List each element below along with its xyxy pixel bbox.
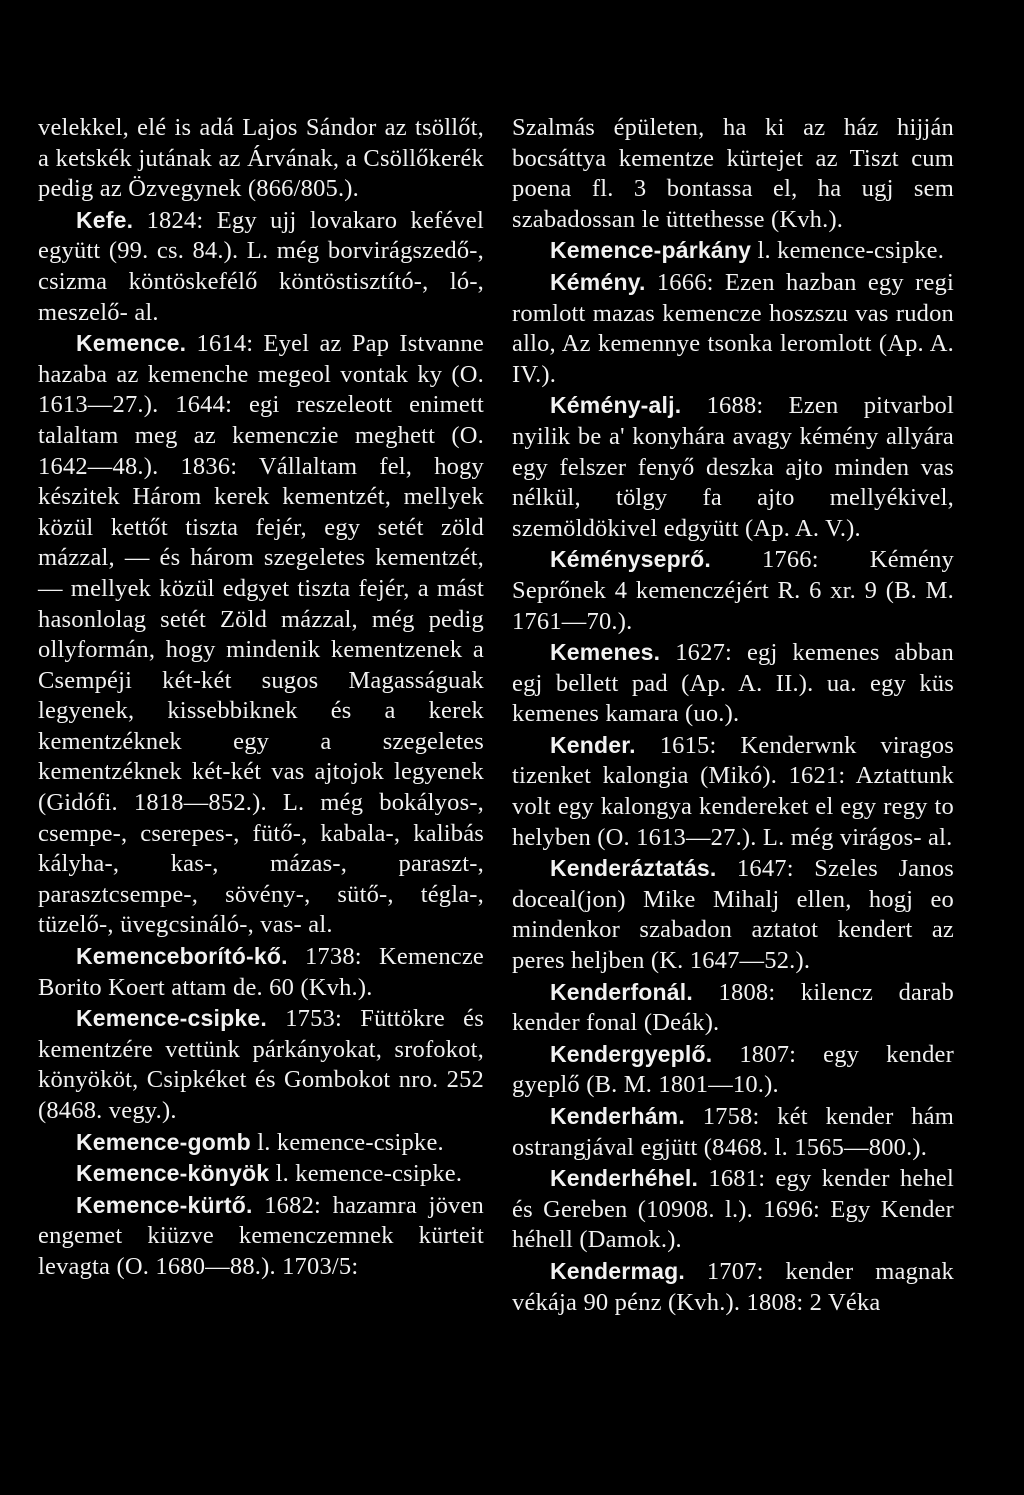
headword: Kemence-könyök [76, 1160, 270, 1187]
entry-kemenes: Kemenes. 1627: egj kemenes abban egj bellett pad (Ap. A. II.). ua. egy küs kemenes kamara (uo.). [512, 639, 954, 728]
headword: Kémény-alj. [550, 392, 682, 419]
headword: Kéményseprő. [550, 546, 711, 573]
entry-kemence-kurto: Kemence-kürtő. 1682: hazamra jöven engemet kiüzve kemenczemnek kürteit levagta (O. 1680—88.). 1703/5: [38, 1191, 484, 1280]
entry-kender: Kender. 1615: Kenderwnk viragos tizenket kalongia (Mikó). 1621: Aztattunk volt egy kalongya kendereket el egy regy to helyben (O. 1613—27.). L. még virágos- al. [512, 731, 954, 851]
entry-kemence-csipke: Kemence-csipke. 1753: Füttökre és kementzére vettünk párkányokat, srofokot, könyököt, Csipkéket és Gombokot nro. 252 (8468. vegy.). [38, 1005, 484, 1124]
entry-kenderham: Kenderhám. 1758: két kender hám ostrangjával egjütt (8468. l. 1565—800.). [512, 1103, 954, 1161]
entry-kemenceborito-ko: Kemenceborító-kő. 1738: Kemencze Borito Koert attam de. 60 (Kvh.). [38, 943, 484, 1001]
headword: Kémény. [550, 268, 646, 295]
left-column [38, 113, 484, 1283]
headword: Kemence-párkány [550, 237, 752, 264]
headword: Kemenes. [550, 639, 661, 666]
headword: Kemence. [76, 330, 187, 357]
headword: Kemence-kürtő. [76, 1191, 253, 1218]
entry-kemeny: Kémény. 1666: Ezen hazban egy regi romlott mazas kemencze hoszszu vas rudon allo, Az kemennye tsonka leromlott (Ap. A. IV.). [512, 268, 954, 388]
headword: Kenderfonál. [550, 978, 693, 1005]
right-column [512, 113, 954, 1318]
headword: Kemenceborító-kő. [76, 943, 288, 970]
entry-kenderfonal: Kenderfonál. 1808: kilencz darab kender fonal (Deák). [512, 978, 954, 1037]
entry-kemeny-alj: Kémény-alj. 1688: Ezen pitvarbol nyilik be a' konyhára avagy kémény allyára egy felszer fenyő deszka ajto minden vas nélkül, tölgy fa ajto mellyékivel, szemöldökivel edgyütt (Ap. A. V.). [512, 392, 954, 542]
entry-kenderaztatas: Kenderáztatás. 1647: Szeles Janos doceal(jon) Mike Mihalj ellen, hogj eo mindenkor szabadon aztatot kendert az peres heljben (K. 1647—52.). [512, 855, 954, 975]
entry-continuation: Szalmás épületen, ha ki az ház hijján bocsáttya kementze kürtejet az Tiszt cum poena fl. 3 bontassa el, ha ugj sem szabadossan le üttethesse (Kvh.). [512, 114, 954, 233]
headword: Kefe. [76, 206, 134, 233]
headword: Kenderhéhel. [550, 1165, 699, 1192]
entry-kefe: Kefe. 1824: Egy ujj lovakaro kefével együtt (99. cs. 84.). L. még borvirágszedő-, csizma köntöskefélő köntöstisztító-, ló-, meszelő- al. [38, 206, 484, 326]
entry-kendermag: Kendermag. 1707: kender magnak vékája 90 pénz (Kvh.). 1808: 2 Véka [512, 1257, 954, 1316]
headword: Kender. [550, 731, 636, 758]
headword: Kemence-gomb [76, 1128, 251, 1155]
entry-kendergyeplo: Kendergyeplő. 1807: egy kender gyeplő (B. M. 1801—10.). [512, 1040, 954, 1099]
entry-kemenysepro: Kéményseprő. 1766: Kémény Seprőnek 4 kemenczéjért R. 6 xr. 9 (B. M. 1761—70.). [512, 546, 954, 635]
headword: Kenderáztatás. [550, 855, 717, 882]
entry-kemence-gomb: Kemence-gomb l. kemence-csipke. [76, 1128, 444, 1156]
entry-kemence-parkany: Kemence-párkány l. kemence-csipke. [550, 237, 945, 265]
headword: Kenderhám. [550, 1103, 685, 1129]
entry-kemence: Kemence. 1614: Eyel az Pap Istvanne hazaba az kemenche megeol vontak ky (O. 1613—27.). 1644: egi reszeleott enimett talaltam meg az kemenczie meghett (O. 1642—48.). 1836: Vállaltam fel, hogy készitek Három kerek kementzét, mellyek közül kettőt tiszta fejér, egy setét zöld mázzal, — és három szegeletes kementzét, — mellyek közül edgyet tiszta fejér, a mást hasonlolag setét Zöld mázzal, még pedig ollyformán, hogy mindenik kementzenek a Csempéji két-két sugos Magasságuak legyenek, kissebbiknek és a kerek kementzéknek egy a szegeletes kementzéknek két-két vas ajtojok legyenek (Gidófi. 1818—852.). L. még bokályos-, csempe-, cserepes-, fütő-, kabala-, kalibás kályha-, kas-, mázas-, paraszt-, parasztcsempe-, sövény-, sütő-, tégla-, tüzelő-, üvegcsináló-, vas- al. [38, 330, 484, 939]
entry-continuation: velekkel, elé is adá Lajos Sándor az tsöllőt, a ketskék jutának az Árvának, a Csöllőkerék pedig az Özvegynek (866/805.). [38, 114, 484, 203]
headword: Kendergyeplő. [550, 1040, 713, 1067]
headword: Kemence-csipke. [76, 1005, 267, 1032]
headword: Kendermag. [550, 1257, 685, 1284]
entry-kemence-konyok: Kemence-könyök l. kemence-csipke. [76, 1160, 463, 1188]
entry-kenderhehel: Kenderhéhel. 1681: egy kender hehel és Gereben (10908. l.). 1696: Egy Kender héhell (Damok.). [512, 1165, 954, 1254]
